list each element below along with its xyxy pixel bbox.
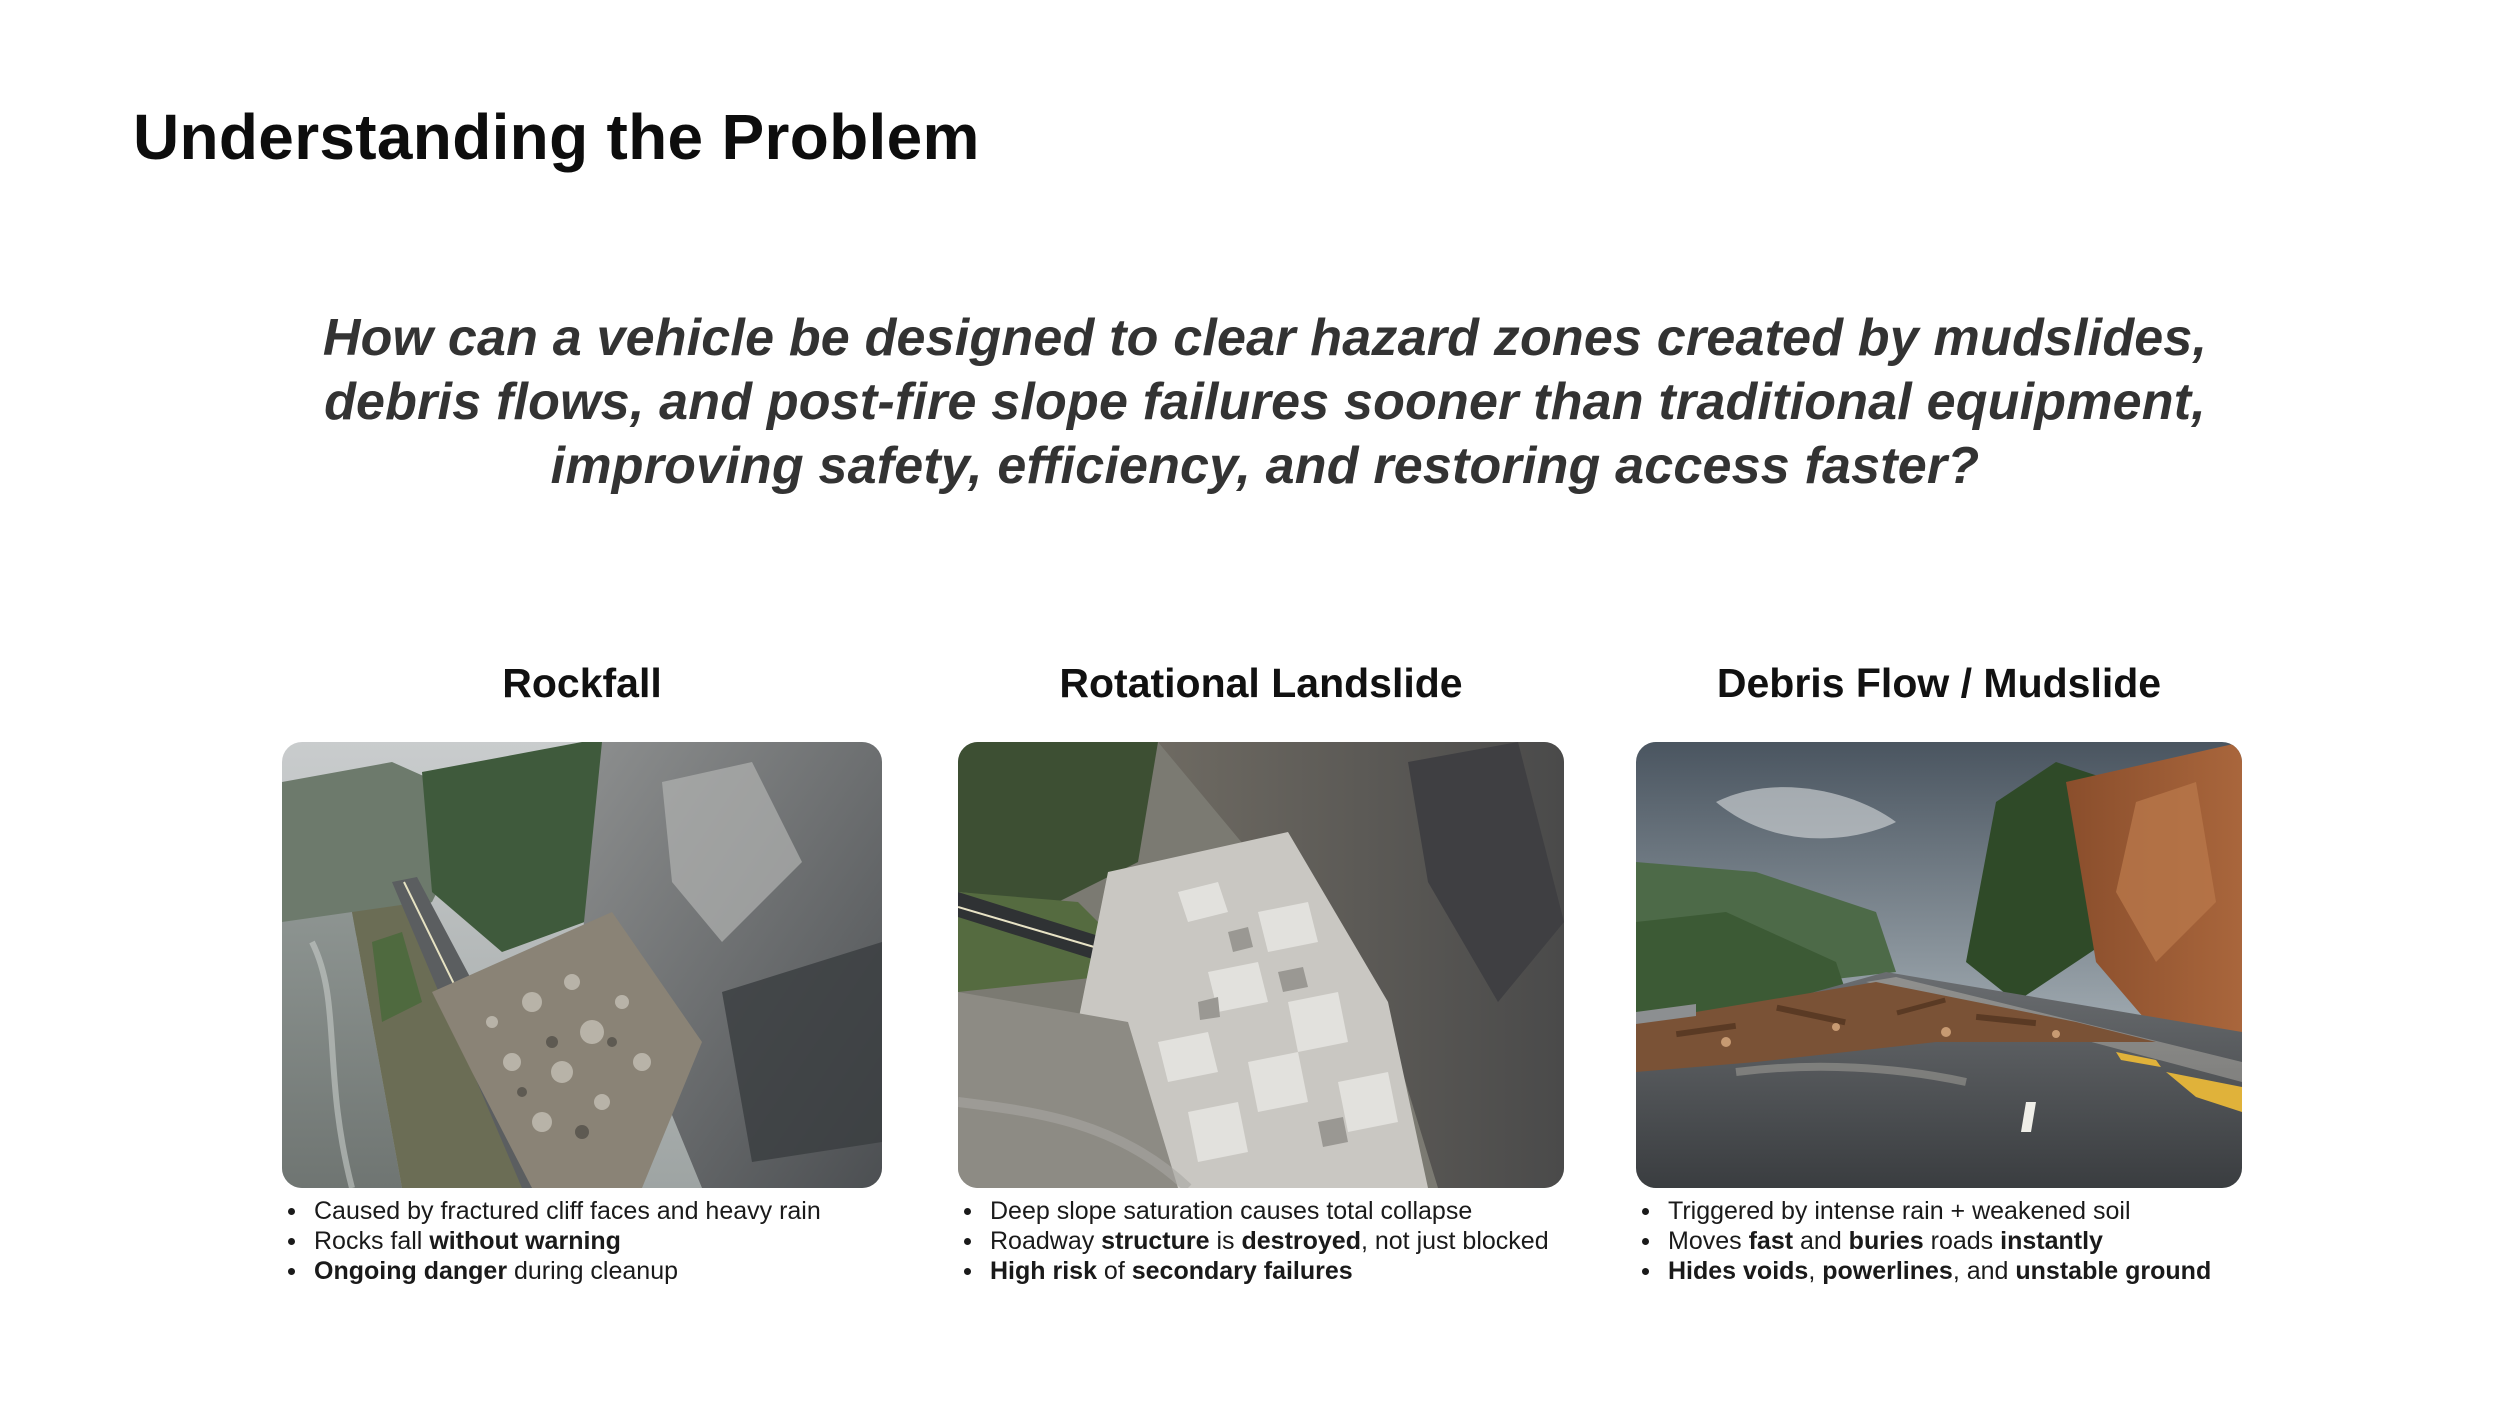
list-item: Rocks fall without warning: [314, 1226, 882, 1256]
rockfall-photo: [282, 742, 882, 1188]
question-line: improving safety, efficiency, and restoring access faster?: [550, 437, 1980, 495]
list-item: Hides voids, powerlines, and unstable ground: [1668, 1256, 2242, 1286]
card-title: Debris Flow / Mudslide: [1716, 660, 2162, 706]
list-item: Caused by fractured cliff faces and heavy rain: [314, 1196, 882, 1226]
card-title: Rockfall: [502, 660, 662, 706]
card-title: Rotational Landslide: [1059, 660, 1463, 706]
rotational-landslide-photo: [958, 742, 1564, 1188]
question-line: How can a vehicle be designed to clear hazard zones created by mudslides,: [322, 309, 2208, 367]
question-line: debris flows, and post-fire slope failures sooner than traditional equipment,: [324, 373, 2206, 431]
list-item: Deep slope saturation causes total collapse: [990, 1196, 1564, 1226]
slide-title: Understanding the Problem: [133, 101, 980, 173]
debris-flow-photo: [1636, 742, 2242, 1188]
bullet-list: [282, 1196, 882, 1286]
list-item: Ongoing danger during cleanup: [314, 1256, 882, 1286]
bullet-list: [1636, 1196, 2242, 1286]
bullet-list: [958, 1196, 1564, 1286]
list-item: High risk of secondary failures: [990, 1256, 1564, 1286]
list-item: Moves fast and buries roads instantly: [1668, 1226, 2242, 1256]
list-item: Roadway structure is destroyed, not just blocked: [990, 1226, 1564, 1256]
list-item: Triggered by intense rain + weakened soil: [1668, 1196, 2242, 1226]
problem-question: [150, 306, 2380, 498]
